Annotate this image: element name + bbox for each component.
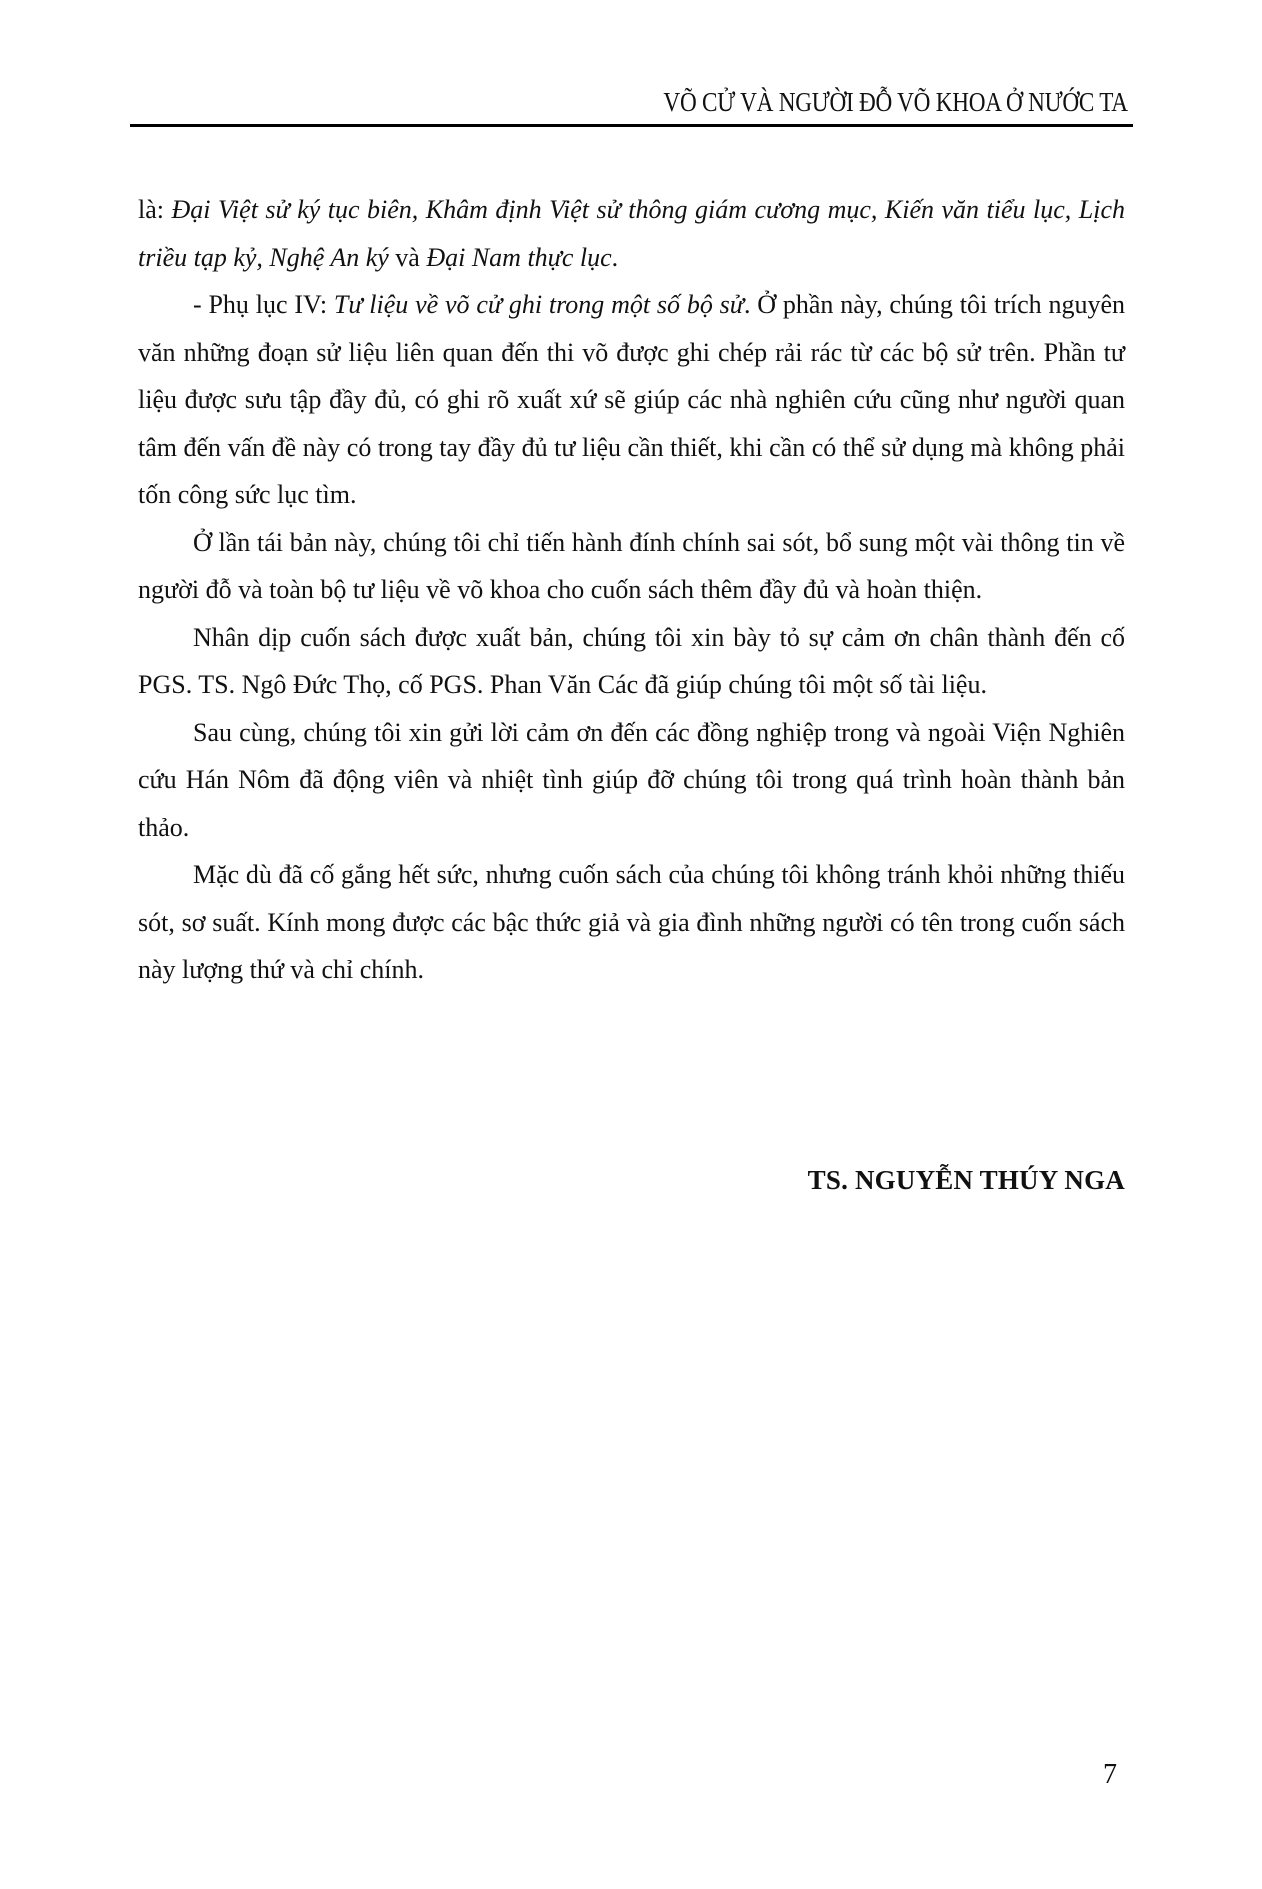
paragraph-text: và	[388, 242, 427, 272]
paragraph-text: . Ở phần này, chúng tôi trích nguyên văn những đoạn sử liệu liên quan đến thi võ được ghi chép rải rác từ các bộ sử trên. Phần tư liệu được sưu tập đầy đủ, có ghi rõ xuất xứ sẽ giúp các nhà nghiên cứu cũng như người quan tâm đến vấn đề này có trong tay đầy đủ tư liệu cần thiết, khi cần có thể sử dụng mà không phải tốn công sức lục tìm.	[138, 290, 1125, 509]
appendix-title-italic: Tư liệu về võ cử ghi trong một số bộ sử	[333, 290, 744, 319]
book-titles-italic: Đại Việt sử ký tục biên, Khâm định Việt sử thông giám cương mục, Kiến văn tiểu lục, Lịch triều tạp kỷ, Nghệ An ký	[138, 195, 1125, 272]
author-signature: TS. NGUYỄN THÚY NGA	[807, 1165, 1125, 1195]
paragraph-thanks-colleagues: Sau cùng, chúng tôi xin gửi lời cảm ơn đến các đồng nghiệp trong và ngoài Viện Nghiên cứu Hán Nôm đã động viên và nhiệt tình giúp đỡ chúng tôi trong quá trình hoàn thành bản thảo.	[138, 717, 1125, 842]
paragraph-reprint: Ở lần tái bản này, chúng tôi chỉ tiến hành đính chính sai sót, bổ sung một vài thông tin về người đỗ và toàn bộ tư liệu về võ khoa cho cuốn sách thêm đầy đủ và hoàn thiện.	[138, 527, 1125, 604]
running-header-title: VÕ CỬ VÀ NGƯỜI ĐỖ VÕ KHOA Ở NƯỚC TA	[663, 87, 1128, 117]
paragraph-appendix-iv	[138, 281, 1125, 519]
running-header	[130, 86, 1133, 118]
paragraph-thanks-scholars: Nhân dịp cuốn sách được xuất bản, chúng tôi xin bày tỏ sự cảm ơn chân thành đến cố PGS. TS. Ngô Đức Thọ, cố PGS. Phan Văn Các đã giúp chúng tôi một số tài liệu.	[138, 622, 1125, 699]
body-text	[138, 186, 1125, 994]
paragraph-apology: Mặc dù đã cố gắng hết sức, nhưng cuốn sách của chúng tôi không tránh khỏi những thiếu sót, sơ suất. Kính mong được các bậc thức giả và gia đình những người có tên trong cuốn sách này lượng thứ và chỉ chính.	[138, 860, 1125, 984]
paragraph-sources	[138, 186, 1125, 281]
header-divider	[130, 124, 1133, 127]
paragraph-text: là:	[138, 195, 172, 224]
appendix-label: - Phụ lục IV:	[193, 290, 334, 319]
paragraph-text: .	[611, 242, 619, 272]
page-number: 7	[1103, 1759, 1117, 1790]
book-title-italic: Đại Nam thực lục	[426, 242, 612, 272]
